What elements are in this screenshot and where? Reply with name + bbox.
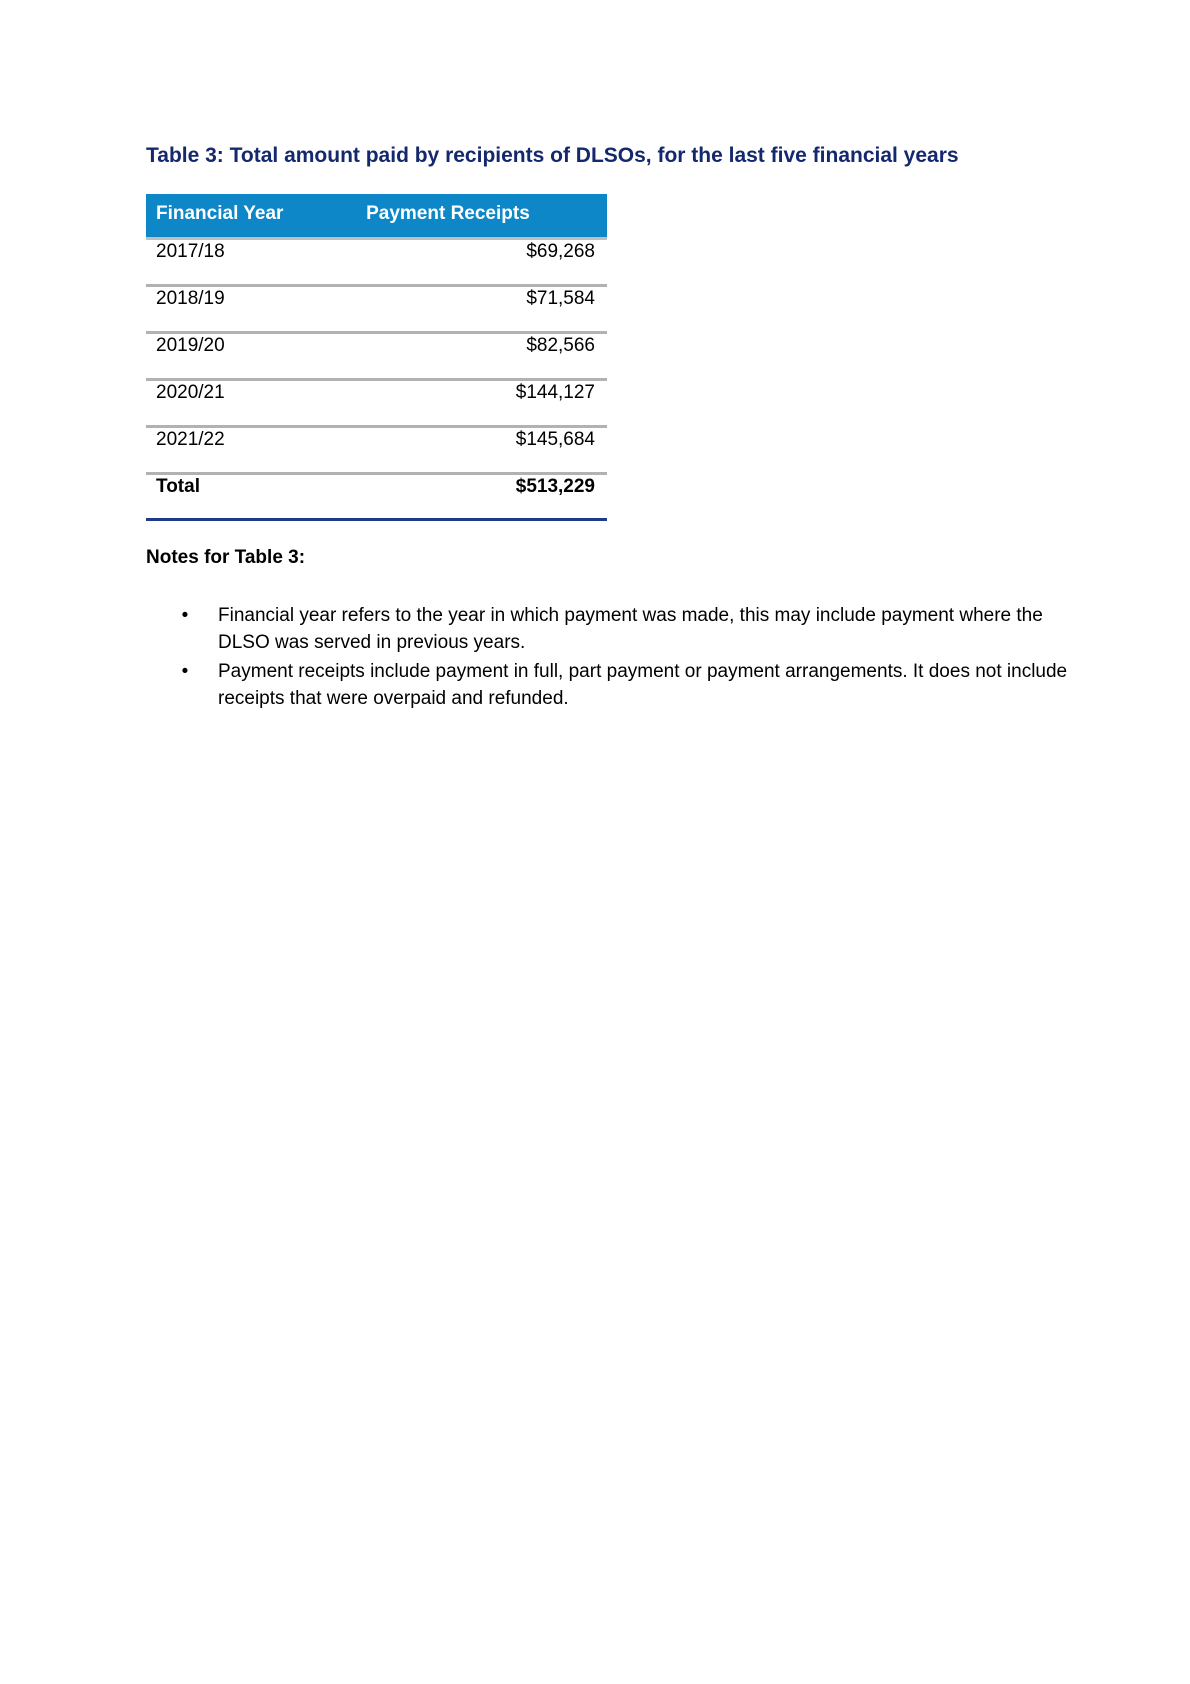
table-row bbox=[146, 427, 607, 474]
note-item bbox=[181, 658, 1078, 712]
table-row bbox=[146, 333, 607, 380]
row-amount: $82,566 bbox=[344, 333, 607, 380]
row-amount: $69,268 bbox=[526, 241, 595, 262]
payment-receipts-table bbox=[146, 194, 607, 521]
note-text: Financial year refers to the year in which payment was made, this may include payment where the DLSO was served in previous years. bbox=[218, 605, 1043, 653]
note-item bbox=[181, 602, 1078, 656]
row-amount: $145,684 bbox=[344, 427, 607, 474]
note-text: Payment receipts include payment in full, part payment or payment arrangements. It does not include receipts that were overpaid and refunded. bbox=[218, 661, 1068, 709]
notes-list bbox=[181, 602, 1078, 714]
table-row bbox=[146, 380, 607, 427]
table-total-row bbox=[146, 474, 607, 520]
row-year: 2020/21 bbox=[146, 380, 344, 427]
total-label: Total bbox=[146, 474, 344, 520]
row-year: 2017/18 bbox=[156, 241, 225, 262]
row-year: 2019/20 bbox=[146, 333, 344, 380]
notes-heading: Notes for Table 3: bbox=[146, 547, 306, 568]
table-row bbox=[146, 286, 607, 333]
bullet-icon: • bbox=[181, 605, 189, 626]
table-row bbox=[146, 239, 607, 286]
header-financial-year: Financial Year bbox=[146, 194, 344, 239]
total-amount: $513,229 bbox=[344, 474, 607, 520]
bullet-icon: • bbox=[181, 661, 189, 682]
row-year: 2021/22 bbox=[146, 427, 344, 474]
row-amount: $71,584 bbox=[344, 286, 607, 333]
row-year: 2018/19 bbox=[146, 286, 344, 333]
table-header-row bbox=[146, 194, 607, 239]
table-title: Table 3: Total amount paid by recipients of DLSOs, for the last five financial years bbox=[146, 144, 959, 167]
header-payment-receipts: Payment Receipts bbox=[344, 194, 607, 239]
row-amount: $144,127 bbox=[344, 380, 607, 427]
